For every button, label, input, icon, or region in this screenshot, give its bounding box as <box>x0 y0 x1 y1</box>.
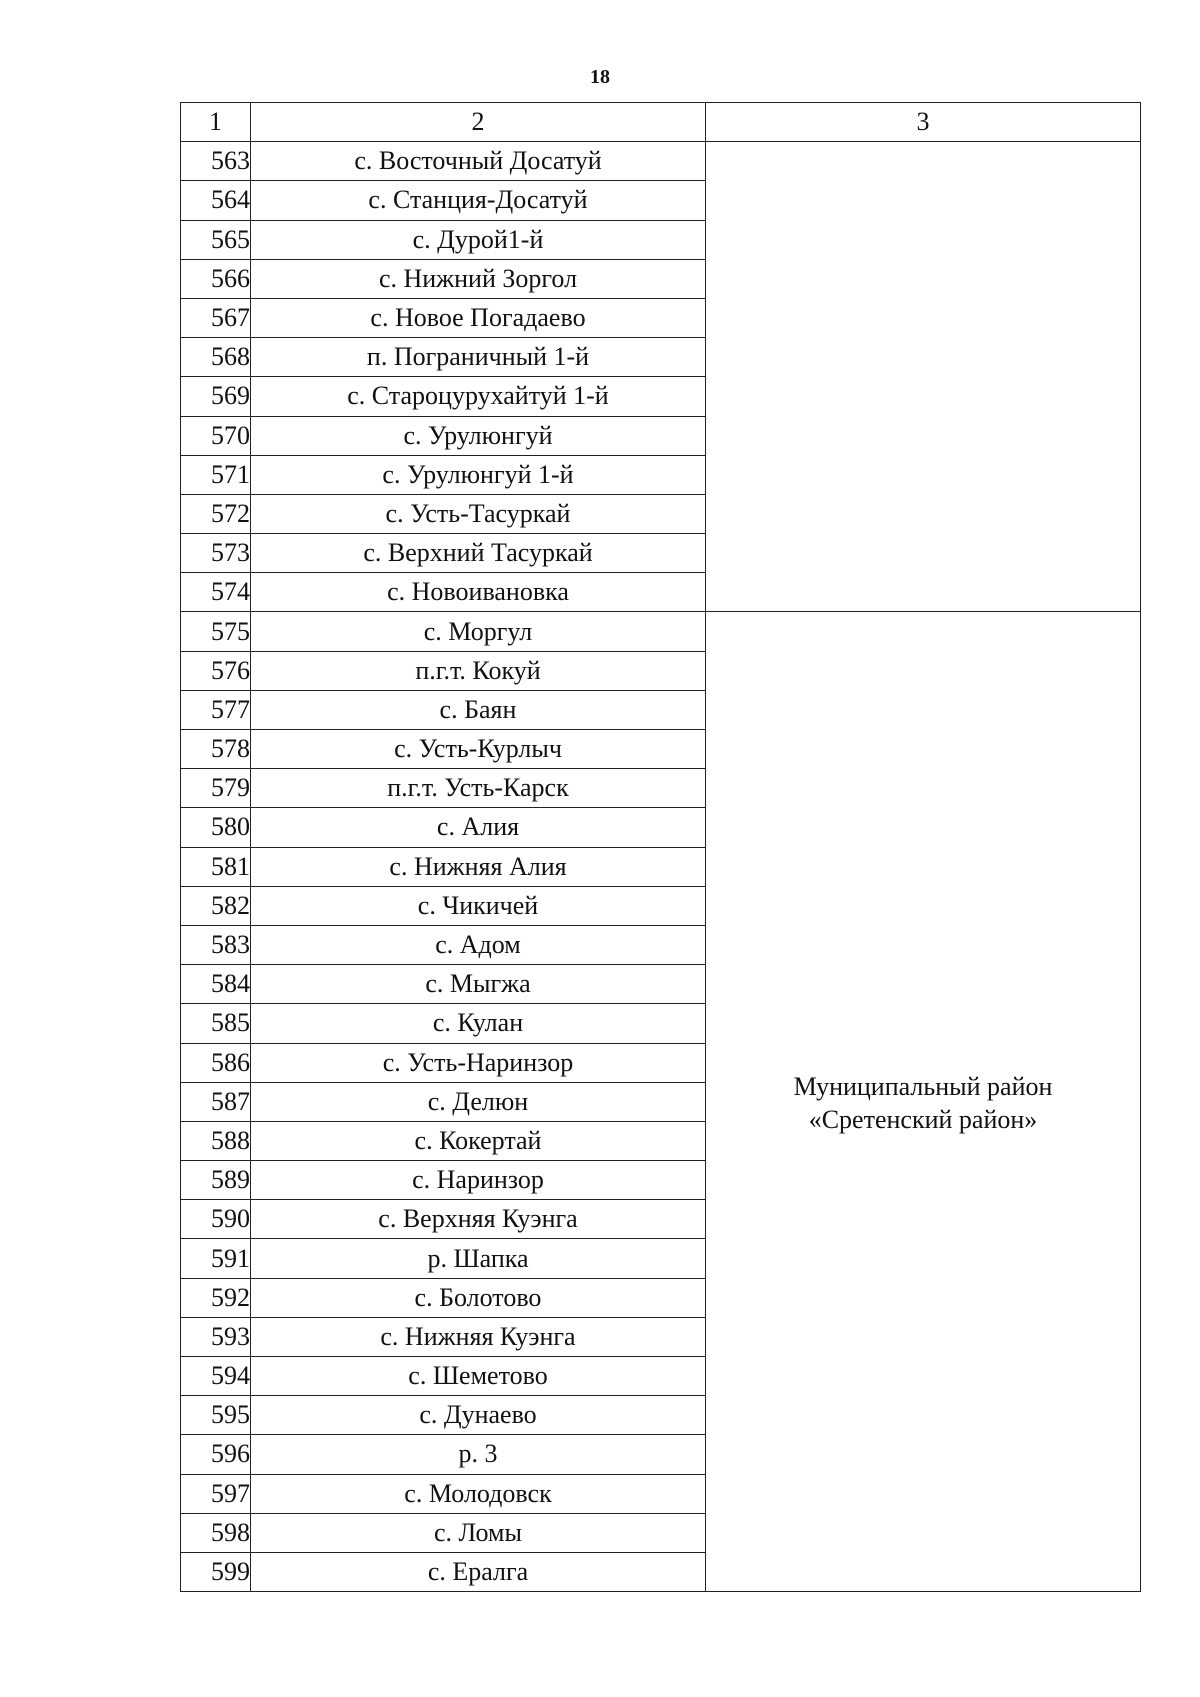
settlement-name: п.г.т. Кокуй <box>251 651 706 690</box>
header-col-3: 3 <box>706 103 1141 142</box>
district-name-line-1: Муниципальный район <box>793 1072 1053 1102</box>
row-number: 589 <box>181 1161 251 1200</box>
settlement-name: с. Кулан <box>251 1004 706 1043</box>
settlement-name: с. Верхняя Куэнга <box>251 1200 706 1239</box>
row-number: 591 <box>181 1239 251 1278</box>
row-number: 565 <box>181 220 251 259</box>
settlement-name: с. Ломы <box>251 1513 706 1552</box>
header-col-1: 1 <box>181 103 251 142</box>
settlement-name: с. Адом <box>251 925 706 964</box>
row-number: 578 <box>181 730 251 769</box>
row-number: 596 <box>181 1435 251 1474</box>
settlement-name: п. Пограничный 1-й <box>251 338 706 377</box>
settlement-name: с. Староцурухайтуй 1-й <box>251 377 706 416</box>
settlement-name: с. Наринзор <box>251 1161 706 1200</box>
settlement-name: с. Баян <box>251 690 706 729</box>
row-number: 595 <box>181 1396 251 1435</box>
row-number: 569 <box>181 377 251 416</box>
row-number: 590 <box>181 1200 251 1239</box>
settlement-name: с. Кокертай <box>251 1121 706 1160</box>
row-number: 571 <box>181 455 251 494</box>
row-number: 573 <box>181 534 251 573</box>
district-name-line-2: «Сретенский район» <box>808 1104 1038 1134</box>
row-number: 592 <box>181 1278 251 1317</box>
row-number: 570 <box>181 416 251 455</box>
row-number: 598 <box>181 1513 251 1552</box>
row-number: 581 <box>181 847 251 886</box>
settlement-name: с. Дурой1-й <box>251 220 706 259</box>
row-number: 564 <box>181 181 251 220</box>
settlement-name: с. Чикичей <box>251 886 706 925</box>
row-number: 599 <box>181 1552 251 1591</box>
row-number: 577 <box>181 690 251 729</box>
table-row <box>181 142 1141 181</box>
row-number: 597 <box>181 1474 251 1513</box>
row-number: 588 <box>181 1121 251 1160</box>
header-col-2: 2 <box>251 103 706 142</box>
district-name-line-1 <box>706 375 1140 379</box>
page-number: 18 <box>590 66 610 88</box>
row-number: 566 <box>181 259 251 298</box>
table-header-row <box>181 103 1141 142</box>
settlement-name: с. Станция-Досатуй <box>251 181 706 220</box>
row-number: 584 <box>181 965 251 1004</box>
settlement-name: с. Нижняя Алия <box>251 847 706 886</box>
settlement-name: с. Делюн <box>251 1082 706 1121</box>
district-cell <box>706 612 1141 1592</box>
row-number: 574 <box>181 573 251 612</box>
row-number: 563 <box>181 142 251 181</box>
settlement-name: с. Усть-Наринзор <box>251 1043 706 1082</box>
district-cell <box>706 142 1141 612</box>
row-number: 583 <box>181 925 251 964</box>
row-number: 587 <box>181 1082 251 1121</box>
row-number: 576 <box>181 651 251 690</box>
row-number: 575 <box>181 612 251 651</box>
settlement-name: с. Новоивановка <box>251 573 706 612</box>
settlement-name: с. Нижняя Куэнга <box>251 1317 706 1356</box>
settlement-name: с. Нижний Зоргол <box>251 259 706 298</box>
row-number: 593 <box>181 1317 251 1356</box>
settlements-table <box>180 102 1141 1592</box>
settlement-name: р. Шапка <box>251 1239 706 1278</box>
table-body <box>181 103 1141 1592</box>
settlement-name: п.г.т. Усть-Карск <box>251 769 706 808</box>
settlement-name: с. Дунаево <box>251 1396 706 1435</box>
settlement-name: с. Верхний Тасуркай <box>251 534 706 573</box>
settlement-name: с. Молодовск <box>251 1474 706 1513</box>
settlement-name: с. Мыгжа <box>251 965 706 1004</box>
settlement-name: с. Урулюнгуй <box>251 416 706 455</box>
settlement-name: с. Ералга <box>251 1552 706 1591</box>
settlement-name: с. Шеметово <box>251 1357 706 1396</box>
row-number: 580 <box>181 808 251 847</box>
settlement-name: с. Алия <box>251 808 706 847</box>
row-number: 579 <box>181 769 251 808</box>
settlement-name: с. Болотово <box>251 1278 706 1317</box>
table-row <box>181 612 1141 651</box>
row-number: 572 <box>181 494 251 533</box>
settlement-name: с. Новое Погадаево <box>251 298 706 337</box>
settlement-name: с. Усть-Курлыч <box>251 730 706 769</box>
row-number: 582 <box>181 886 251 925</box>
row-number: 594 <box>181 1357 251 1396</box>
settlement-name: р. 3 <box>251 1435 706 1474</box>
settlement-name: с. Урулюнгуй 1-й <box>251 455 706 494</box>
row-number: 568 <box>181 338 251 377</box>
settlement-name: с. Моргул <box>251 612 706 651</box>
row-number: 585 <box>181 1004 251 1043</box>
settlement-name: с. Восточный Досатуй <box>251 142 706 181</box>
row-number: 567 <box>181 298 251 337</box>
row-number: 586 <box>181 1043 251 1082</box>
settlement-name: с. Усть-Тасуркай <box>251 494 706 533</box>
